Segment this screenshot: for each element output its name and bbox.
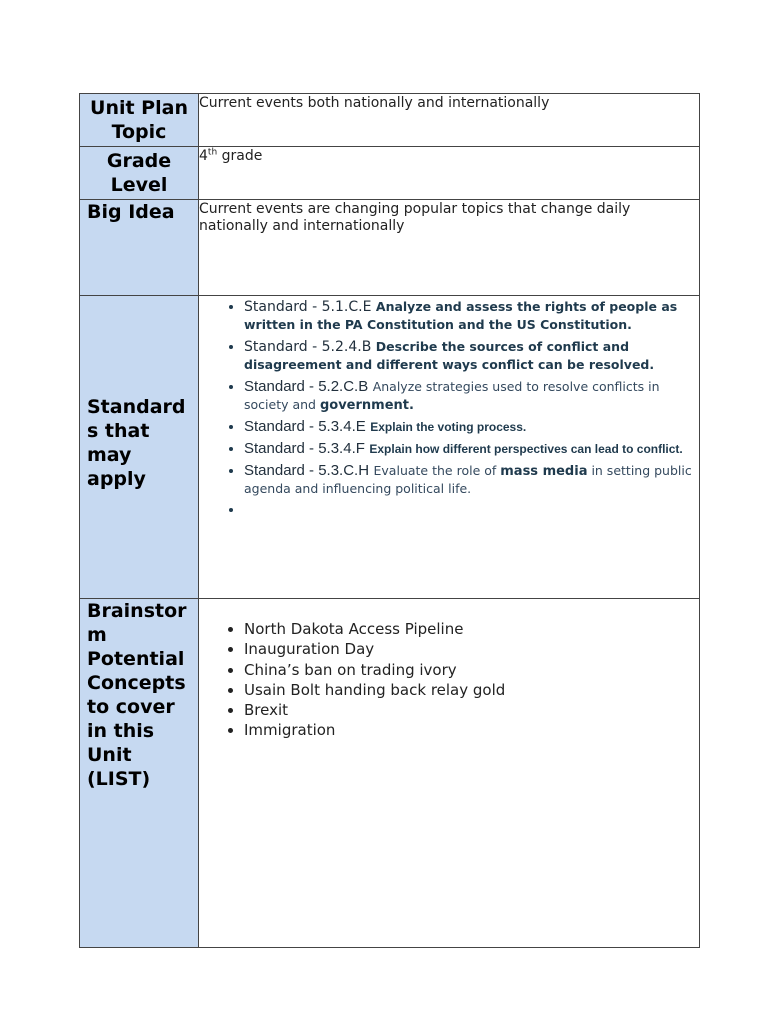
grade-row xyxy=(80,147,700,200)
topic-label-cell: Unit Plan Topic xyxy=(80,94,199,147)
standard-item: • Standard - 5.3.C.H Evaluate the role of mass media in setting public agenda and influencing political life. xyxy=(244,462,699,498)
concepts-label-cell: Brainstor m Potential Concepts to cover in this Unit (LIST) xyxy=(80,599,199,948)
topic-row xyxy=(80,94,700,147)
standard-item: • Standard - 5.3.4.E Explain the voting process. xyxy=(244,418,699,436)
standards-row xyxy=(80,296,700,599)
concept-item: • North Dakota Access Pipeline xyxy=(244,619,699,639)
standards-list xyxy=(199,296,699,519)
concepts-row xyxy=(80,599,700,948)
big-idea-value-cell[interactable] xyxy=(199,200,700,296)
standard-item: • Standard - 5.2.C.B Analyze strategies used to resolve conflicts in society and government. xyxy=(244,378,699,414)
standard-item: • Standard - 5.3.4.F Explain how different perspectives can lead to conflict. xyxy=(244,440,699,458)
unit-plan-table xyxy=(79,93,700,948)
big-idea-label-cell xyxy=(80,200,199,296)
standard-item: • Standard - 5.1.C.E Analyze and assess the rights of people as written in the PA Constitution and the US Constitution. xyxy=(244,298,699,334)
concepts-list xyxy=(199,599,699,741)
big-idea-row xyxy=(80,200,700,296)
topic-value-cell[interactable] xyxy=(199,94,700,147)
topic-value: Current events both nationally and internationally xyxy=(199,95,550,111)
concepts-value-cell[interactable] xyxy=(199,599,700,948)
standard-item-empty xyxy=(244,502,699,519)
concept-item: • Immigration xyxy=(244,720,699,740)
grade-value: 4th grade xyxy=(199,147,263,164)
grade-label-cell: Grade Level xyxy=(80,147,199,200)
standards-value-cell[interactable] xyxy=(199,296,700,599)
concept-item: • Brexit xyxy=(244,700,699,720)
standard-item: • Standard - 5.2.4.B Describe the sources of conflict and disagreement and different ways conflict can be resolved. xyxy=(244,338,699,374)
big-idea-label: Big Idea xyxy=(87,201,175,223)
grade-value-cell[interactable] xyxy=(199,147,700,200)
standards-label-cell: Standard s that may apply xyxy=(80,296,199,599)
concept-item: • China’s ban on trading ivory xyxy=(244,660,699,680)
concept-item: • Inauguration Day xyxy=(244,639,699,659)
concept-item: • Usain Bolt handing back relay gold xyxy=(244,680,699,700)
big-idea-value: Current events are changing popular topics that change daily nationally and internationally xyxy=(199,201,631,234)
